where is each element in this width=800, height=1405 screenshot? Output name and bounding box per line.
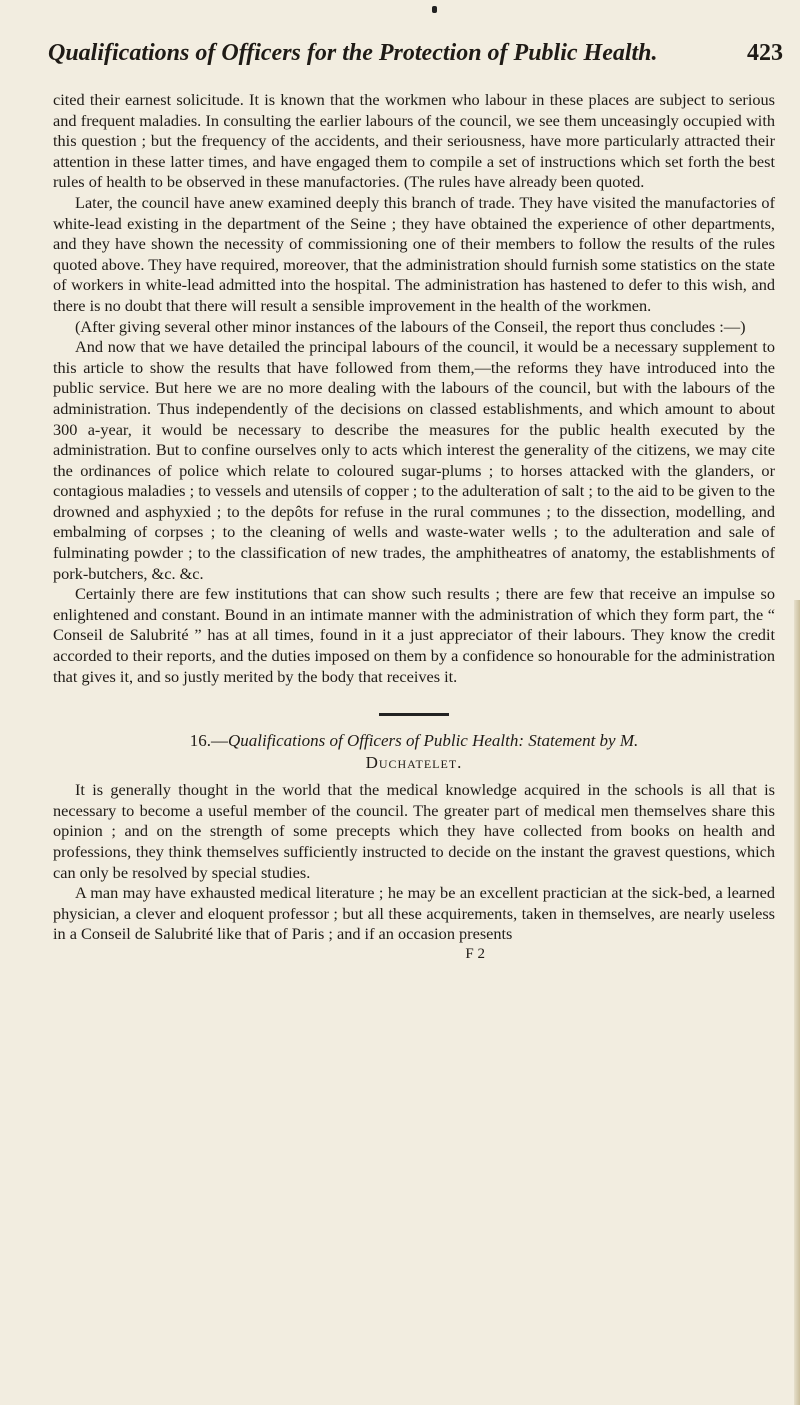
author-prefix: M. xyxy=(619,731,639,751)
section-heading xyxy=(53,730,775,774)
section-divider xyxy=(379,713,449,716)
paragraph: Later, the council have anew examined deeply this branch of trade. They have visited the manufactories of white-lead existing in the department of the Seine ; they have obtained the experience of other departments, and they have shown the necessity of commissioning one of their members to follow the results of the rules quoted above. They have required, moreover, that the administration should furnish some statistics on the state of workers in white-lead admitted into the hospital. The administration has hastened to defer to this wish, and there is no doubt that there will result a sensible improvement in the health of the workmen. xyxy=(53,192,775,315)
section-title: Qualifications of Officers of Public Health: Statement by xyxy=(227,731,616,751)
paragraph: And now that we have detailed the principal labours of the council, it would be a necessary supplement to this article to show the results that have followed from them,—the reforms they have introduced into the public service. But here we are no more dealing with the labours of the council, but with the labours of the administration. Thus independently of the decisions on classed establishments, and which amount to about 300 a-year, it would be necessary to describe the measures for the public health executed by the administration. But to confine ourselves only to acts which interest the generality of the citizens, we may cite the ordinances of police which relate to coloured sugar-plums ; to horses attacked with the glanders, or contagious maladies ; to vessels and utensils of copper ; to the adulteration of salt ; to the aid to be given to the drowned and asphyxied ; to the depôts for refuse in the rural communes ; to the dissection, modelling, and embalming of corpses ; to the cleaning of wells and waste-water wells ; to the adulteration and sale of fulminating powder ; to the classification of new trades, the amphitheatres of anatomy, the establishments of pork-butchers, &c. &c. xyxy=(53,337,775,583)
section-number: 16.— xyxy=(189,731,228,751)
paragraph: cited their earnest solicitude. It is known that the workmen who labour in these places are subject to serious and frequent maladies. In consulting the earlier labours of the council, we see them unceasingly occupied with this question ; but the frequency of the accidents, and their seriousness, have more particularly attracted their attention in these latter times, and have engaged them to compile a set of instructions which set forth the best rules of health to be observed in these manufactories. (The rules have already been quoted. xyxy=(53,90,775,192)
body-text xyxy=(53,90,775,963)
page-number: 423 xyxy=(747,40,783,66)
page-edge-shadow xyxy=(794,600,800,1405)
paragraph: It is generally thought in the world that the medical knowledge acquired in the schools is all that is necessary to become a useful member of the council. The greater part of medical men themselves share this opinion ; and on the strength of some precepts which they have collected from books on health and professions, they think themselves sufficiently instructed to decide on the instant the gravest questions, which can only be resolved by special studies. xyxy=(53,780,775,882)
ink-speck xyxy=(432,6,437,13)
paragraph: A man may have exhausted medical literature ; he may be an excellent practician at the sick-bed, a learned physician, a clever and eloquent professor ; but all these acquirements, taken in themselves, are nearly useless in a Conseil de Salubrité like that of Paris ; and if an occasion presents xyxy=(53,883,775,944)
paragraph: (After giving several other minor instances of the labours of the Conseil, the report thus concludes :—) xyxy=(75,316,746,336)
section-author: Duchatelet. xyxy=(365,753,463,773)
running-title: Qualifications of Officers for the Protection of Public Health. xyxy=(48,40,658,66)
paragraph: Certainly there are few institutions that can show such results ; there are few that receive an impulse so enlightened and constant. Bound in an intimate manner with the administration of which they form part, the “ Conseil de Salubrité ” has at all times, found in it a just appreciator of their labours. They know the credit accorded to their reports, and the duties imposed on them by a confidence so honourable for the administration that gives it, and so justly merited by the body that receives it. xyxy=(53,584,775,686)
signature-mark: F 2 xyxy=(465,945,485,962)
running-header xyxy=(48,40,783,67)
